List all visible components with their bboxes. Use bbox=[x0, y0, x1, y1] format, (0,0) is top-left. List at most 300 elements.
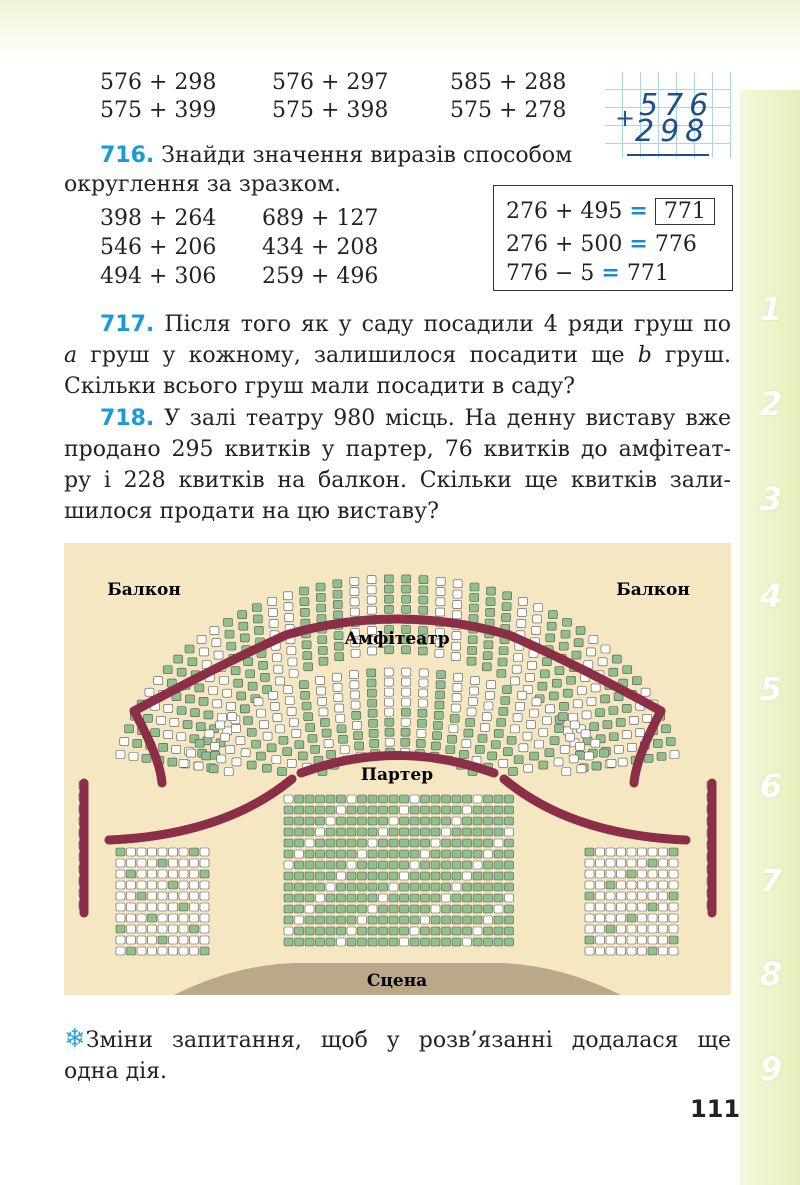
expression: 546 + 206 bbox=[100, 235, 217, 260]
seat bbox=[295, 795, 304, 803]
seat bbox=[574, 639, 583, 647]
seat bbox=[116, 947, 125, 955]
seat bbox=[463, 839, 472, 847]
seat bbox=[319, 708, 328, 716]
seat bbox=[417, 729, 426, 737]
seat bbox=[389, 817, 398, 825]
seat bbox=[389, 795, 398, 803]
seat bbox=[669, 903, 678, 911]
seat bbox=[116, 848, 125, 856]
seat bbox=[284, 872, 293, 880]
seat bbox=[148, 881, 157, 889]
seat bbox=[468, 697, 477, 705]
seat bbox=[463, 817, 472, 825]
seat bbox=[468, 646, 477, 654]
seat bbox=[283, 748, 292, 756]
sample-result: 776 bbox=[654, 232, 697, 257]
side-number: 7 bbox=[759, 862, 783, 900]
seat bbox=[486, 587, 495, 595]
seat bbox=[648, 892, 657, 900]
seat bbox=[577, 687, 586, 695]
sample-result: 771 bbox=[626, 261, 669, 286]
seat bbox=[606, 914, 615, 922]
snowflake-icon: ❄ bbox=[64, 1024, 86, 1054]
seat bbox=[137, 848, 146, 856]
seat bbox=[368, 894, 377, 902]
task-text: груш у кожному, залишилося посадити ще bbox=[77, 343, 638, 368]
seat bbox=[295, 872, 304, 880]
seat bbox=[532, 698, 541, 706]
seat bbox=[260, 673, 269, 681]
seat bbox=[379, 806, 388, 814]
seat bbox=[497, 669, 506, 677]
seat bbox=[284, 883, 293, 891]
side-number: 8 bbox=[759, 955, 783, 993]
seat bbox=[400, 905, 409, 913]
seat bbox=[622, 731, 631, 739]
seat bbox=[295, 817, 304, 825]
seat bbox=[418, 699, 427, 707]
seat bbox=[585, 914, 594, 922]
seat bbox=[305, 872, 314, 880]
seat bbox=[210, 742, 219, 750]
seat bbox=[251, 740, 260, 748]
seat bbox=[326, 839, 335, 847]
seat bbox=[284, 839, 293, 847]
seat bbox=[431, 806, 440, 814]
seat bbox=[494, 839, 503, 847]
seat bbox=[659, 947, 668, 955]
seat bbox=[419, 679, 428, 687]
seat bbox=[199, 648, 208, 656]
seat bbox=[442, 905, 451, 913]
seat bbox=[569, 713, 578, 721]
seat bbox=[523, 732, 532, 740]
equals-sign: = bbox=[629, 198, 648, 224]
seat bbox=[547, 622, 556, 630]
seat bbox=[285, 614, 294, 622]
seat bbox=[179, 925, 188, 933]
seat bbox=[350, 577, 359, 585]
seat bbox=[421, 905, 430, 913]
seat bbox=[200, 947, 209, 955]
seat bbox=[305, 828, 314, 836]
seat bbox=[484, 806, 493, 814]
seat bbox=[627, 892, 636, 900]
seat bbox=[616, 718, 625, 726]
seat bbox=[116, 881, 125, 889]
seat bbox=[436, 588, 445, 596]
seat bbox=[337, 872, 346, 880]
seat bbox=[295, 905, 304, 913]
seat bbox=[163, 666, 172, 674]
sample-expression: 276 + 500 bbox=[506, 232, 623, 257]
seat bbox=[284, 894, 293, 902]
seat bbox=[217, 713, 226, 721]
seat bbox=[148, 892, 157, 900]
sample-expression: 776 − 5 bbox=[506, 261, 595, 286]
seat bbox=[389, 883, 398, 891]
seat bbox=[169, 914, 178, 922]
task-718 bbox=[64, 403, 731, 527]
seat bbox=[442, 861, 451, 869]
seat bbox=[484, 828, 493, 836]
seat bbox=[322, 729, 331, 737]
seat bbox=[452, 872, 461, 880]
seat bbox=[385, 708, 394, 716]
seat bbox=[659, 892, 668, 900]
seat bbox=[400, 850, 409, 858]
seat bbox=[379, 817, 388, 825]
seat bbox=[561, 630, 570, 638]
seat bbox=[226, 745, 235, 753]
seat bbox=[452, 894, 461, 902]
seat bbox=[585, 903, 594, 911]
seat bbox=[497, 718, 506, 726]
seat bbox=[179, 892, 188, 900]
seat bbox=[431, 894, 440, 902]
seat bbox=[209, 765, 218, 773]
seat bbox=[585, 870, 594, 878]
seat bbox=[210, 627, 219, 635]
seat bbox=[272, 756, 281, 764]
seat bbox=[505, 872, 514, 880]
seat bbox=[295, 806, 304, 814]
seat bbox=[442, 839, 451, 847]
seat bbox=[116, 892, 125, 900]
seat bbox=[463, 927, 472, 935]
seat bbox=[448, 735, 457, 743]
seat bbox=[606, 936, 615, 944]
seat bbox=[379, 894, 388, 902]
seat bbox=[195, 739, 204, 747]
seat bbox=[367, 669, 376, 677]
seat bbox=[285, 696, 294, 704]
seat bbox=[367, 576, 376, 584]
seat bbox=[284, 806, 293, 814]
task-718-line1 bbox=[64, 403, 731, 434]
seat bbox=[389, 894, 398, 902]
seat bbox=[284, 828, 293, 836]
seat bbox=[200, 848, 209, 856]
seat bbox=[402, 688, 411, 696]
seat bbox=[486, 598, 495, 606]
seat bbox=[347, 828, 356, 836]
seat bbox=[308, 734, 317, 742]
seat bbox=[127, 936, 136, 944]
seat bbox=[347, 817, 356, 825]
seat bbox=[125, 725, 134, 733]
seat bbox=[612, 655, 621, 663]
seat bbox=[273, 714, 282, 722]
seat bbox=[463, 894, 472, 902]
seat bbox=[487, 681, 496, 689]
seat bbox=[591, 684, 600, 692]
seat bbox=[452, 828, 461, 836]
seat bbox=[190, 859, 199, 867]
seat bbox=[367, 596, 376, 604]
seat bbox=[190, 947, 199, 955]
seat bbox=[169, 903, 178, 911]
seat bbox=[353, 721, 362, 729]
seat bbox=[421, 894, 430, 902]
seat bbox=[254, 626, 263, 634]
seat bbox=[347, 883, 356, 891]
seat bbox=[158, 925, 167, 933]
seat bbox=[410, 894, 419, 902]
seat bbox=[410, 916, 419, 924]
seat bbox=[401, 738, 410, 746]
seat bbox=[194, 762, 203, 770]
seat bbox=[442, 927, 451, 935]
expression: 494 + 306 bbox=[100, 264, 217, 289]
seat bbox=[389, 839, 398, 847]
seat bbox=[539, 728, 548, 736]
seat bbox=[337, 795, 346, 803]
seat bbox=[463, 828, 472, 836]
seat bbox=[503, 592, 512, 600]
seat bbox=[172, 745, 181, 753]
seat bbox=[402, 575, 411, 583]
seat bbox=[116, 936, 125, 944]
seat bbox=[505, 905, 514, 913]
seat bbox=[546, 705, 555, 713]
seat bbox=[358, 916, 367, 924]
seat bbox=[446, 746, 455, 754]
seat bbox=[596, 914, 605, 922]
seat bbox=[295, 916, 304, 924]
seat bbox=[484, 795, 493, 803]
seat bbox=[231, 667, 240, 675]
seat bbox=[435, 701, 444, 709]
seat bbox=[326, 806, 335, 814]
seat bbox=[669, 947, 678, 955]
sample-line-2 bbox=[506, 231, 697, 257]
seat bbox=[627, 903, 636, 911]
seat bbox=[169, 859, 178, 867]
seat bbox=[400, 927, 409, 935]
seat bbox=[300, 598, 309, 606]
seat bbox=[127, 914, 136, 922]
seat bbox=[473, 817, 482, 825]
seat bbox=[638, 947, 647, 955]
seat bbox=[400, 806, 409, 814]
seat bbox=[552, 679, 561, 687]
seat bbox=[494, 927, 503, 935]
seat bbox=[599, 749, 608, 757]
seat bbox=[159, 743, 168, 751]
seat bbox=[369, 719, 378, 727]
seat bbox=[174, 655, 183, 663]
seat bbox=[402, 595, 411, 603]
seat bbox=[596, 870, 605, 878]
seat bbox=[336, 714, 345, 722]
seat bbox=[669, 881, 678, 889]
seat bbox=[368, 806, 377, 814]
seat bbox=[247, 728, 256, 736]
seat bbox=[368, 938, 377, 946]
seat bbox=[305, 894, 314, 902]
seat bbox=[301, 691, 310, 699]
seat bbox=[185, 695, 194, 703]
seat bbox=[484, 817, 493, 825]
seat bbox=[401, 728, 410, 736]
seat bbox=[318, 697, 327, 705]
seat bbox=[555, 725, 564, 733]
seat bbox=[137, 947, 146, 955]
seat bbox=[389, 927, 398, 935]
seat bbox=[379, 872, 388, 880]
seat bbox=[157, 716, 166, 724]
seat bbox=[350, 608, 359, 616]
seat bbox=[295, 828, 304, 836]
seat bbox=[442, 916, 451, 924]
seat bbox=[244, 716, 253, 724]
seat bbox=[370, 739, 379, 747]
seat bbox=[585, 947, 594, 955]
seat bbox=[368, 883, 377, 891]
side-number: 6 bbox=[759, 767, 783, 805]
seat bbox=[179, 947, 188, 955]
expression: 575 + 399 bbox=[100, 98, 217, 123]
seat bbox=[263, 732, 272, 740]
seat bbox=[437, 671, 446, 679]
seat bbox=[449, 725, 458, 733]
seat bbox=[585, 892, 594, 900]
seat bbox=[549, 692, 558, 700]
seat bbox=[279, 736, 288, 744]
balcony-left-label: Балкон bbox=[107, 580, 181, 600]
seat bbox=[442, 938, 451, 946]
seat bbox=[452, 694, 461, 702]
seat bbox=[431, 817, 440, 825]
seat bbox=[317, 687, 326, 695]
seat bbox=[347, 872, 356, 880]
seat bbox=[505, 839, 514, 847]
seat bbox=[151, 729, 160, 737]
seat bbox=[494, 905, 503, 913]
seat bbox=[473, 828, 482, 836]
seat bbox=[326, 817, 335, 825]
seat bbox=[606, 947, 615, 955]
seat bbox=[648, 870, 657, 878]
seat bbox=[431, 839, 440, 847]
seat bbox=[295, 839, 304, 847]
addend-top: 576 bbox=[639, 88, 715, 123]
seat bbox=[576, 742, 585, 750]
seat bbox=[431, 916, 440, 924]
seat bbox=[638, 881, 647, 889]
seat bbox=[435, 649, 444, 657]
seat bbox=[316, 905, 325, 913]
seat bbox=[284, 603, 293, 611]
seat bbox=[379, 905, 388, 913]
seat bbox=[358, 839, 367, 847]
seat bbox=[148, 903, 157, 911]
seat bbox=[158, 848, 167, 856]
seat bbox=[316, 593, 325, 601]
seat bbox=[305, 916, 314, 924]
seat bbox=[436, 681, 445, 689]
seat bbox=[335, 704, 344, 712]
seat bbox=[431, 883, 440, 891]
seat bbox=[127, 870, 136, 878]
seat bbox=[116, 903, 125, 911]
seat bbox=[158, 914, 167, 922]
seat bbox=[670, 750, 679, 758]
seat bbox=[518, 691, 527, 699]
seat bbox=[442, 795, 451, 803]
seat bbox=[470, 583, 479, 591]
seat bbox=[505, 894, 514, 902]
seat bbox=[638, 925, 647, 933]
task-717-line3: Скільки всього груш мали посадити в саду? bbox=[64, 374, 576, 399]
seat bbox=[402, 605, 411, 613]
expression: 689 + 127 bbox=[262, 206, 379, 231]
seat bbox=[494, 938, 503, 946]
seat bbox=[200, 925, 209, 933]
seat bbox=[179, 936, 188, 944]
seat bbox=[305, 795, 314, 803]
seat bbox=[305, 905, 314, 913]
seat bbox=[635, 729, 644, 737]
seat bbox=[453, 600, 462, 608]
seat bbox=[452, 927, 461, 935]
seat bbox=[298, 752, 307, 760]
seat bbox=[326, 927, 335, 935]
footer-text: Зміни запитання, щоб у розв’язанні додалася ще bbox=[85, 1028, 731, 1053]
seat bbox=[275, 677, 284, 685]
seat bbox=[416, 739, 425, 747]
seat bbox=[410, 850, 419, 858]
seat bbox=[659, 881, 668, 889]
seat bbox=[284, 686, 293, 694]
seat bbox=[526, 673, 535, 681]
seat bbox=[473, 883, 482, 891]
parterre-label: Партер bbox=[360, 765, 434, 785]
seat bbox=[225, 630, 234, 638]
seat bbox=[256, 752, 265, 760]
seat bbox=[452, 839, 461, 847]
seat bbox=[379, 927, 388, 935]
seat bbox=[116, 750, 125, 758]
seat bbox=[585, 881, 594, 889]
seat bbox=[148, 870, 157, 878]
seat bbox=[169, 848, 178, 856]
seat bbox=[305, 883, 314, 891]
seat bbox=[384, 605, 393, 613]
seat bbox=[200, 936, 209, 944]
seat bbox=[473, 806, 482, 814]
seat bbox=[384, 585, 393, 593]
seat bbox=[431, 905, 440, 913]
seat bbox=[400, 938, 409, 946]
seat bbox=[116, 925, 125, 933]
task-717-line1 bbox=[64, 309, 731, 340]
seat bbox=[337, 806, 346, 814]
seat bbox=[459, 750, 468, 758]
seat bbox=[300, 608, 309, 616]
seat bbox=[185, 645, 194, 653]
seat bbox=[148, 848, 157, 856]
seat bbox=[223, 689, 232, 697]
seat bbox=[501, 614, 510, 622]
stage-label: Сцена bbox=[366, 971, 428, 991]
seat bbox=[464, 729, 473, 737]
seat bbox=[659, 936, 668, 944]
seat bbox=[316, 883, 325, 891]
seat bbox=[333, 683, 342, 691]
